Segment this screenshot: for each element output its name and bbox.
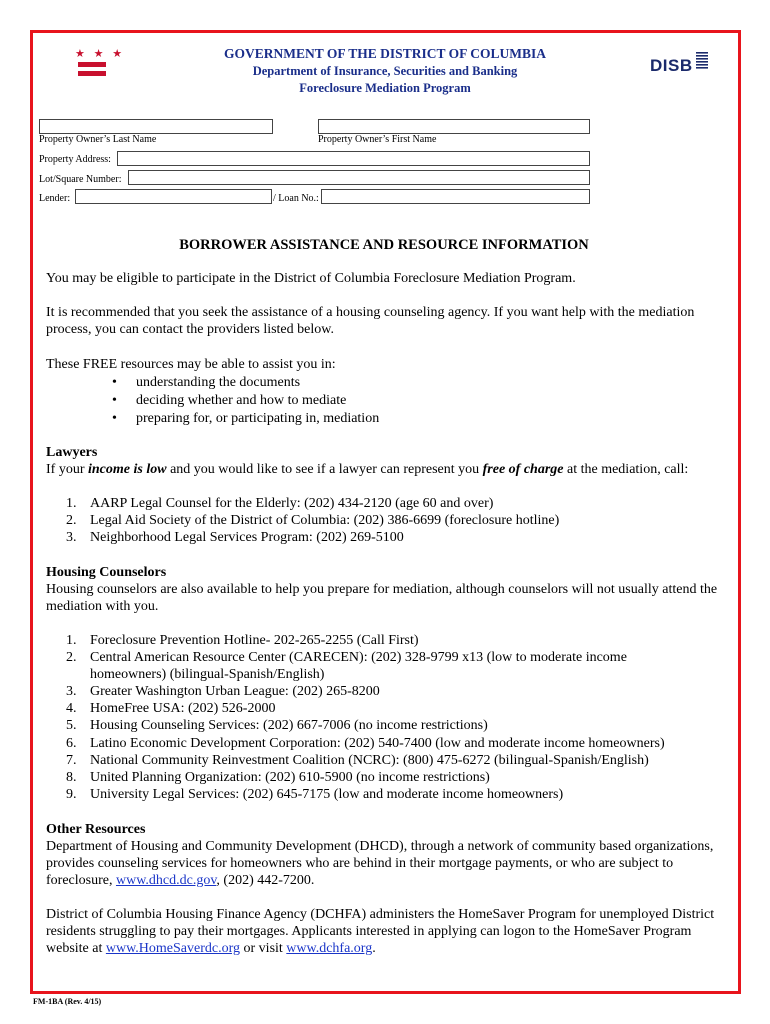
address-label: Property Address: — [39, 154, 111, 165]
counselor-item: 1. Foreclosure Prevention Hotline- 202-265-2255 (Call First) — [66, 633, 419, 648]
lawyer-item: 1. AARP Legal Counsel for the Elderly: (202) 434-2120 (age 60 and over) — [66, 496, 494, 511]
intro-recommendation: It is recommended that you seek the assistance of a housing counseling agency. If you want help with the mediation process, you can contact the providers listed below. — [46, 305, 695, 337]
page-title: BORROWER ASSISTANCE AND RESOURCE INFORMATION — [179, 237, 589, 253]
resources-intro: These FREE resources may be able to assist you in: — [46, 357, 336, 372]
lender-field[interactable] — [75, 189, 272, 204]
lawyer-item: 2. Legal Aid Society of the District of Columbia: (202) 386-6699 (foreclosure hotline) — [66, 513, 560, 528]
header-department: Department of Insurance, Securities and Banking — [252, 64, 518, 78]
header-government: GOVERNMENT OF THE DISTRICT OF COLUMBIA — [224, 46, 546, 61]
lot-field[interactable] — [128, 170, 590, 185]
dchfa-link[interactable]: www.dchfa.org — [286, 941, 373, 956]
form-number: FM-1BA (Rev. 4/15) — [33, 997, 102, 1006]
header-program: Foreclosure Mediation Program — [299, 81, 471, 95]
lender-label: Lender: — [39, 193, 71, 204]
bullet-item: • understanding the documents — [112, 375, 301, 390]
dhcd-link[interactable]: www.dhcd.dc.gov — [115, 873, 217, 888]
other-heading: Other Resources — [46, 822, 146, 837]
dc-flag-stars: ★ ★ ★ — [75, 48, 126, 60]
counselor-item: 4. HomeFree USA: (202) 526-2000 — [66, 701, 276, 716]
first-name-label: Property Owner’s First Name — [318, 134, 437, 145]
first-name-field[interactable] — [318, 119, 590, 134]
dchfa-text: District of Columbia Housing Finance Agency (DCHFA) administers the HomeSaver Program for unemployed District residents struggling to pay their mortgages. Applicants interested in applying can logon to the HomeSaver Program website at www.HomeSaverdc.org or visit www.dchfa.org. — [46, 907, 715, 956]
counselor-item: 2. Central American Resource Center (CARECEN): (202) 328-9799 x13 (low to moderate income — [66, 650, 627, 665]
lawyers-heading: Lawyers — [46, 445, 98, 460]
counselor-item: 7. National Community Reinvestment Coalition (NCRC): (800) 475-6272 (bilingual-Spanish/English) — [66, 753, 649, 768]
disb-logo — [650, 50, 710, 76]
counselor-item: 9. University Legal Services: (202) 645-7175 (low and moderate income homeowners) — [66, 787, 564, 802]
lawyer-item: 3. Neighborhood Legal Services Program: (202) 269-5100 — [66, 530, 404, 545]
bullet-item: • deciding whether and how to mediate — [112, 393, 347, 408]
homesaver-link[interactable]: www.HomeSaverdc.org — [105, 941, 241, 956]
counselor-item-continuation: homeowners) (bilingual-Spanish/English) — [90, 667, 325, 682]
counselors-text: Housing counselors are also available to help you prepare for mediation, although counselors will not usually attend the mediation with you. — [46, 582, 718, 614]
last-name-field[interactable] — [39, 119, 273, 134]
last-name-label: Property Owner’s Last Name — [39, 134, 157, 145]
address-field[interactable] — [117, 151, 590, 166]
counselors-heading: Housing Counselors — [46, 565, 167, 580]
disb-logo-text: DISB — [650, 56, 693, 75]
dc-flag-bar-top — [78, 62, 106, 67]
dhcd-text: Department of Housing and Community Development (DHCD), through a network of community based organizations, provides counseling services for homeowners who are behind in their mortgage payments, or who are subject to foreclosure, www.dhcd.dc.gov, (202) 442-7200. — [46, 839, 714, 888]
lawyers-text: If your income is low and you would like to see if a lawyer can represent you free of charge at the mediation, call: — [46, 462, 689, 477]
lot-label: Lot/Square Number: — [39, 174, 122, 185]
disb-logo-stripes-icon — [694, 50, 712, 72]
loan-label: / Loan No.: — [273, 193, 319, 204]
dc-flag-bar-bottom — [78, 71, 106, 76]
bullet-item: • preparing for, or participating in, mediation — [112, 411, 380, 426]
counselor-item: 6. Latino Economic Development Corporation: (202) 540-7400 (low and moderate income homeowners) — [66, 736, 665, 751]
loan-field[interactable] — [321, 189, 590, 204]
intro-eligibility: You may be eligible to participate in the District of Columbia Foreclosure Mediation Program. — [46, 271, 576, 286]
counselor-item: 3. Greater Washington Urban League: (202) 265-8200 — [66, 684, 380, 699]
counselor-item: 5. Housing Counseling Services: (202) 667-7006 (no income restrictions) — [66, 718, 488, 733]
counselor-item: 8. United Planning Organization: (202) 610-5900 (no income restrictions) — [66, 770, 490, 785]
